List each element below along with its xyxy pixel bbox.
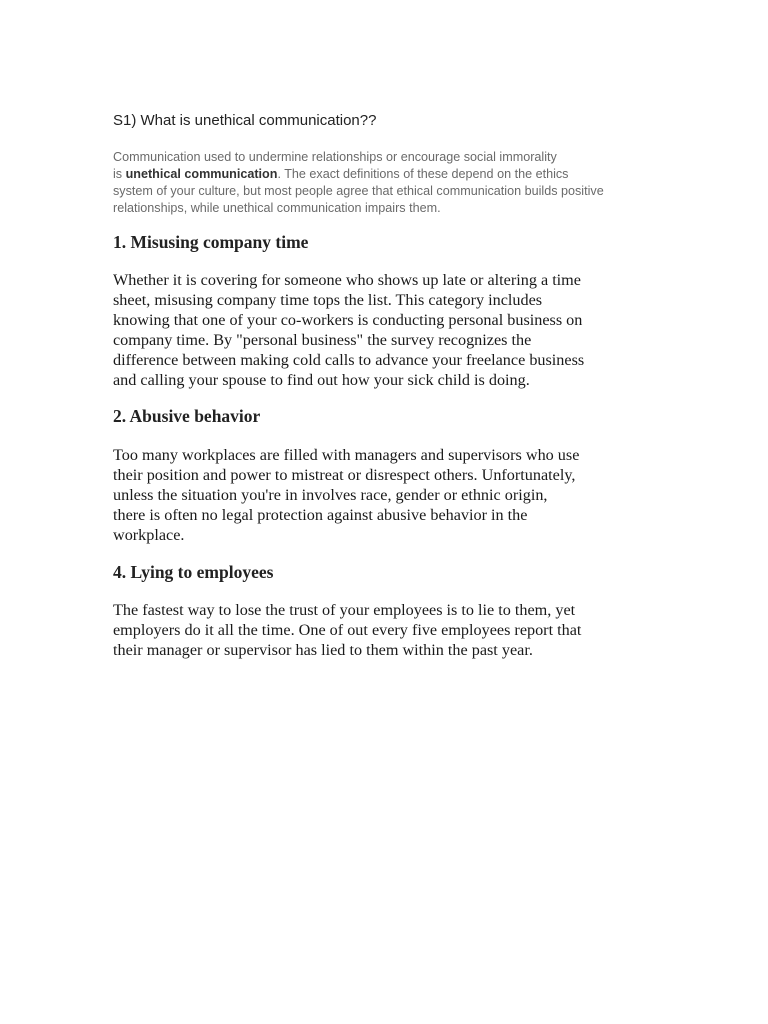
section-paragraph bbox=[113, 270, 673, 390]
section-heading: 4. Lying to employees bbox=[113, 562, 274, 582]
intro-line: Communication used to undermine relationships or encourage social immorality bbox=[113, 150, 557, 164]
intro-bold-term: unethical communication bbox=[125, 167, 278, 181]
section-heading: 1. Misusing company time bbox=[113, 232, 309, 252]
paragraph-line: knowing that one of your co-workers is conducting personal business on bbox=[113, 311, 583, 329]
intro-line: system of your culture, but most people agree that ethical communication builds positive bbox=[113, 184, 604, 198]
section-paragraph bbox=[113, 600, 673, 660]
paragraph-line: company time. By "personal business" the survey recognizes the bbox=[113, 331, 532, 349]
paragraph-line: sheet, misusing company time tops the list. This category includes bbox=[113, 291, 543, 309]
paragraph-line: Whether it is covering for someone who shows up late or altering a time bbox=[113, 271, 581, 289]
paragraph-line: employers do it all the time. One of out every five employees report that bbox=[113, 621, 582, 639]
paragraph-line: The fastest way to lose the trust of your employees is to lie to them, yet bbox=[113, 601, 576, 619]
question-title: S1) What is unethical communication?? bbox=[113, 112, 377, 129]
section-paragraph bbox=[113, 445, 673, 545]
paragraph-line: workplace. bbox=[113, 526, 185, 544]
intro-text: is bbox=[113, 167, 126, 181]
paragraph-line: unless the situation you're in involves race, gender or ethnic origin, bbox=[113, 486, 548, 504]
paragraph-line: there is often no legal protection against abusive behavior in the bbox=[113, 506, 528, 524]
paragraph-line: Too many workplaces are filled with managers and supervisors who use bbox=[113, 446, 580, 464]
intro-paragraph bbox=[113, 149, 658, 217]
paragraph-line: their manager or supervisor has lied to them within the past year. bbox=[113, 641, 533, 659]
paragraph-line: and calling your spouse to find out how your sick child is doing. bbox=[113, 371, 530, 389]
intro-line: relationships, while unethical communication impairs them. bbox=[113, 201, 441, 215]
section-heading: 2. Abusive behavior bbox=[113, 406, 261, 426]
intro-text: . The exact definitions of these depend on the ethics bbox=[277, 167, 569, 181]
paragraph-line: difference between making cold calls to advance your freelance business bbox=[113, 351, 585, 369]
intro-line bbox=[113, 166, 658, 183]
paragraph-line: their position and power to mistreat or disrespect others. Unfortunately, bbox=[113, 466, 576, 484]
